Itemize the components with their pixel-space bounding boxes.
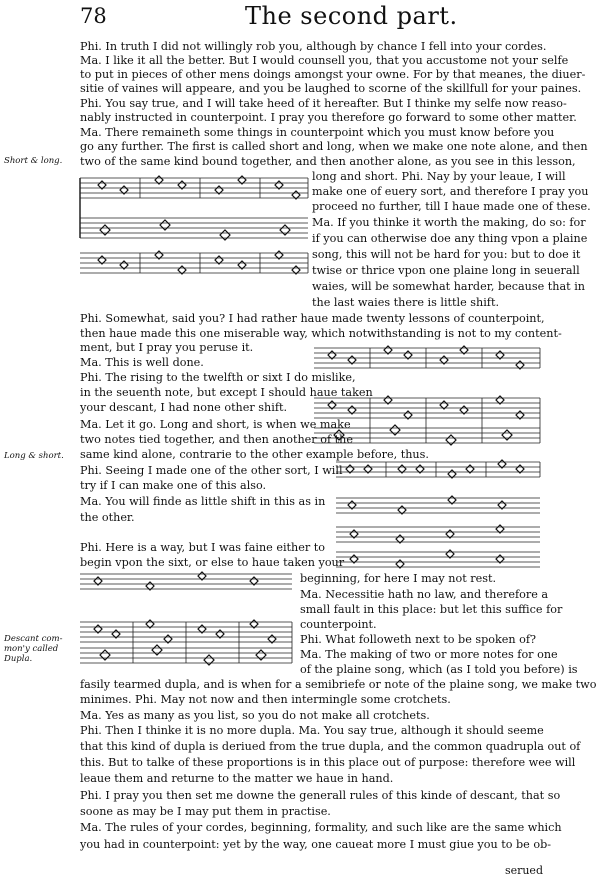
text-line: leaue them and returne to the matter we haue in hand.	[80, 772, 394, 785]
text-line: sitie of vaines will appeare, and you be laughed to scorne of the skillfull for your paines.	[80, 82, 582, 95]
text-line: soone as may be I may put them in practise.	[80, 805, 331, 818]
text-line: Phi. Seeing I made one of the other sort, I will	[80, 464, 343, 477]
text-line: ment, but I pray you peruse it.	[80, 341, 254, 354]
text-line: that this kind of dupla is deriued from the true dupla, and the common quadrupla out of	[80, 740, 581, 753]
text-line: song, this will not be hard for you: but to doe it	[312, 248, 581, 261]
text-line: the other.	[80, 511, 135, 524]
text-line: try if I can make one of this also.	[80, 479, 267, 492]
page-header	[80, 4, 550, 34]
text-line: you had in counterpoint: yet by the way, one caueat more I must giue you to be ob-	[80, 838, 552, 851]
text-line: then haue made this one miserable way, which notwithstanding is not to my content-	[80, 327, 562, 340]
page-number: 78	[80, 4, 107, 28]
text-line: Ma. I like it all the better. But I would counsell you, that you accustome not your selfe	[80, 54, 569, 67]
catchword: serued	[504, 864, 543, 877]
text-line: long and short. Phi. Nay by your leaue, I will	[312, 170, 566, 183]
music-staff-icon	[336, 522, 542, 572]
text-line: Phi. Then I thinke it is no more dupla. Ma. You say true, although it should seeme	[80, 724, 544, 737]
text-line: Ma. You will finde as little shift in this as in	[80, 495, 326, 508]
text-line: Ma. The rules of your cordes, beginning, formality, and such like are the same which	[80, 821, 562, 834]
text-line: small fault in this place: but let this suffice for	[300, 603, 563, 616]
music-staff-icon	[80, 568, 295, 668]
text-line: in the seuenth note, but except I should haue taken	[80, 386, 373, 399]
text-line: if you can otherwise doe any thing vpon a plaine	[312, 232, 588, 245]
music-staff-icon	[80, 168, 310, 293]
music-staff-icon	[314, 340, 542, 450]
text-line: this. But to talke of these proportions is in this place out of purpose: therefore wee will	[80, 756, 576, 769]
text-line: Ma. The making of two or more notes for one	[300, 648, 558, 661]
margin-note-short-long: Short & long.	[4, 156, 63, 166]
text-line: Ma. If you thinke it worth the making, do so: for	[312, 216, 586, 229]
text-line: go any further. The first is called short and long, when we make one note alone, and then	[80, 140, 588, 153]
text-line: Phi. I pray you then set me downe the generall rules of this kinde of descant, that so	[80, 789, 561, 802]
text-line: your descant, I had none other shift.	[80, 401, 288, 414]
text-line: Ma. Necessitie hath no law, and therefore a	[300, 588, 549, 601]
text-line: Phi. Here is a way, but I was faine either to	[80, 541, 325, 554]
text-line: two notes tied together, and then another of the	[80, 433, 353, 446]
text-line: Phi. Somewhat, said you? I had rather haue made twenty lessons of counterpoint,	[80, 312, 545, 325]
text-line: Ma. Yes as many as you list, so you do not make all crotchets.	[80, 709, 430, 722]
text-line: Ma. Let it go. Long and short, is when we make	[80, 418, 351, 431]
text-line: Phi. In truth I did not willingly rob you, although by chance I fell into your cordes.	[80, 40, 547, 53]
text-line: proceed no further, till I haue made one of these.	[312, 200, 591, 213]
text-line: counterpoint.	[300, 618, 377, 631]
text-line: of the plaine song, which (as I told you before) is	[300, 663, 578, 676]
text-line: waies, will be somewhat harder, because that in	[312, 280, 585, 293]
text-line: beginning, for here I may not rest.	[300, 572, 497, 585]
text-line: minimes. Phi. May not now and then intermingle some crotchets.	[80, 693, 451, 706]
text-line: Phi. The rising to the twelfth or sixt I do mislike,	[80, 371, 356, 384]
text-line: nably instructed in counterpoint. I pray you therefore go forward to some other matter.	[80, 111, 577, 124]
text-line: twise or thrice vpon one plaine long in seuerall	[312, 264, 580, 277]
text-line: the last waies there is little shift.	[312, 296, 500, 309]
text-line: Phi. You say true, and I will take heed of it hereafter. But I thinke my selfe now reaso-	[80, 97, 567, 110]
margin-note-descant-dupla: Descant com-mon'y called Dupla.	[4, 634, 63, 664]
page-title: The second part.	[245, 2, 458, 30]
text-line: two of the same kind bound together, and then another alone, as you see in this lesson,	[80, 155, 576, 168]
text-line: Ma. This is well done.	[80, 356, 204, 369]
text-line: Phi. What followeth next to be spoken of?	[300, 633, 537, 646]
text-line: to put in pieces of other mens doings amongst your owne. For by that meanes, the diuer-	[80, 68, 586, 81]
text-line: begin vpon the sixt, or else to haue taken your	[80, 556, 345, 569]
text-line: Ma. There remaineth some things in counterpoint which you must know before you	[80, 126, 555, 139]
text-line: fasily tearmed dupla, and is when for a semibriefe or note of the plaine song, we make two	[80, 678, 596, 691]
text-line: same kind alone, contrarie to the other example before, thus.	[80, 448, 429, 461]
music-staff-icon	[336, 456, 542, 526]
margin-note-long-short: Long & short.	[4, 451, 64, 461]
text-line: make one of euery sort, and therefore I pray you	[312, 185, 589, 198]
